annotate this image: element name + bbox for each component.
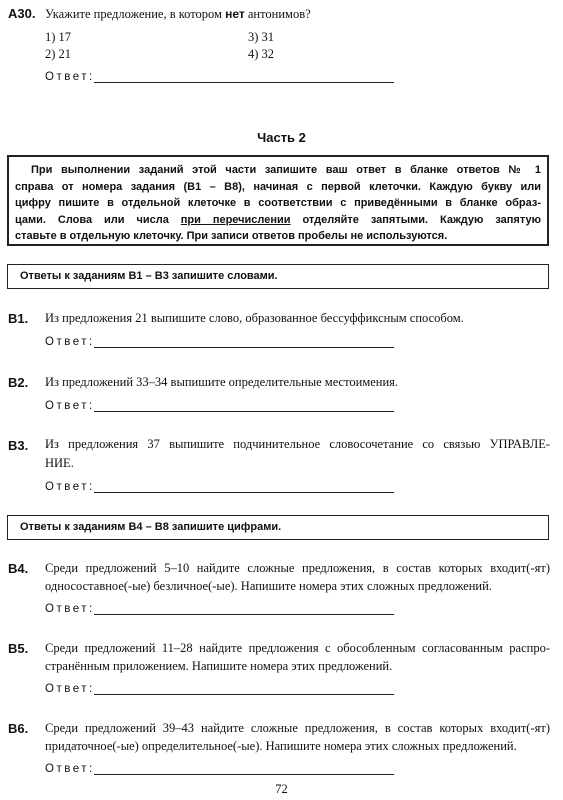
section-words-box [7, 264, 549, 289]
a30-option-3[interactable]: 3) 31 [248, 30, 275, 44]
answer-line-b5[interactable] [94, 694, 394, 695]
task-b6-text-line-2: придаточное(-ые) определительное(-ые). Напишите номера этих сложных предложений. [45, 739, 517, 753]
answer-label-b4: Ответ: [45, 603, 95, 615]
answer-line-b6[interactable] [94, 774, 394, 775]
part-2-title: Часть 2 [257, 130, 306, 145]
task-b3-text-line-1: Из предложения 37 выпишите подчинительное словосочетание со связью УПРАВЛЕ- [45, 437, 550, 451]
task-a30-question [45, 6, 311, 23]
task-b3-text-line-2: НИЕ. [45, 456, 74, 470]
task-a30-question-emphasis: нет [225, 7, 245, 21]
answer-line-b3[interactable] [94, 492, 394, 493]
task-number-b2: В2. [8, 375, 29, 390]
task-number-b4: В4. [8, 561, 29, 576]
task-b5-text-line-1: Среди предложений 11–28 найдите предложения с обособленным согласованным распро- [45, 641, 550, 655]
task-number-b6: В6. [8, 721, 29, 736]
a30-option-4[interactable]: 4) 32 [248, 47, 275, 61]
instructions-line-2: справа от номера задания (B1 – B8), начиная с первой клеточки. Каждую букву или [15, 180, 541, 193]
answer-label-b3: Ответ: [45, 481, 95, 493]
task-number-b3: В3. [8, 438, 29, 453]
a30-option-2[interactable]: 2) 21 [45, 47, 72, 61]
answer-line-b2[interactable] [94, 411, 394, 412]
instructions-line-4 [15, 212, 541, 229]
task-b2-text: Из предложений 33–34 выпишите определительные местоимения. [45, 375, 399, 389]
task-b4-text-line-1: Среди предложений 5–10 найдите сложные предложения, в состав которых входит(-ят) [45, 561, 550, 575]
answer-line-b1[interactable] [94, 347, 394, 348]
instructions-text [15, 162, 541, 245]
task-number-b1: В1. [8, 311, 29, 326]
task-number-a30: А30. [8, 6, 36, 21]
answer-label-b5: Ответ: [45, 683, 95, 695]
task-b5-text-line-2: странённым приложением. Напишите номера этих предложений. [45, 659, 393, 673]
instructions-line-5: ставьте в отдельную клеточку. При записи ответов пробелы не используются. [15, 230, 448, 242]
task-b4-text-line-2: односоставное(-ые) безличное(-ые). Напишите номера этих сложных предложений. [45, 579, 492, 593]
section-words-text: Ответы к заданиям B1 – B3 запишите словами. [20, 270, 278, 282]
section-digits-text: Ответы к заданиям B4 – B8 запишите цифрами. [20, 521, 282, 533]
answer-label-a30: Ответ: [45, 71, 95, 83]
answer-label-b6: Ответ: [45, 763, 95, 775]
task-number-b5: В5. [8, 641, 29, 656]
task-b6-text-line-1: Среди предложений 39–43 найдите сложные предложения, в состав которых входит(-ят) [45, 721, 550, 735]
a30-option-1[interactable]: 1) 17 [45, 30, 72, 44]
task-a30-question-start: Укажите предложение, в котором [45, 7, 226, 21]
page-number: 72 [275, 782, 288, 796]
task-a30-question-end: антонимов? [244, 7, 311, 21]
task-b1-text: Из предложения 21 выпишите слово, образованное бессуффиксным способом. [45, 311, 464, 325]
instructions-line-4-start: цами. Слова или числа [15, 213, 181, 226]
instructions-line-4-end: отделяйте запятыми. Каждую запятую [290, 213, 541, 226]
answer-line-a30[interactable] [94, 82, 394, 83]
instructions-box [7, 155, 549, 246]
instructions-line-3: цифру пишите в отдельной клеточке в соответствии с приведёнными в бланке образ- [15, 197, 541, 209]
answer-line-b4[interactable] [94, 614, 394, 615]
instructions-line-1: При выполнении заданий этой части запишите ваш ответ в бланке ответов № 1 [31, 164, 541, 176]
section-digits-box [7, 515, 549, 540]
answer-label-b1: Ответ: [45, 336, 95, 348]
answer-label-b2: Ответ: [45, 400, 95, 412]
instructions-underlined-phrase: при перечислении [180, 213, 291, 226]
